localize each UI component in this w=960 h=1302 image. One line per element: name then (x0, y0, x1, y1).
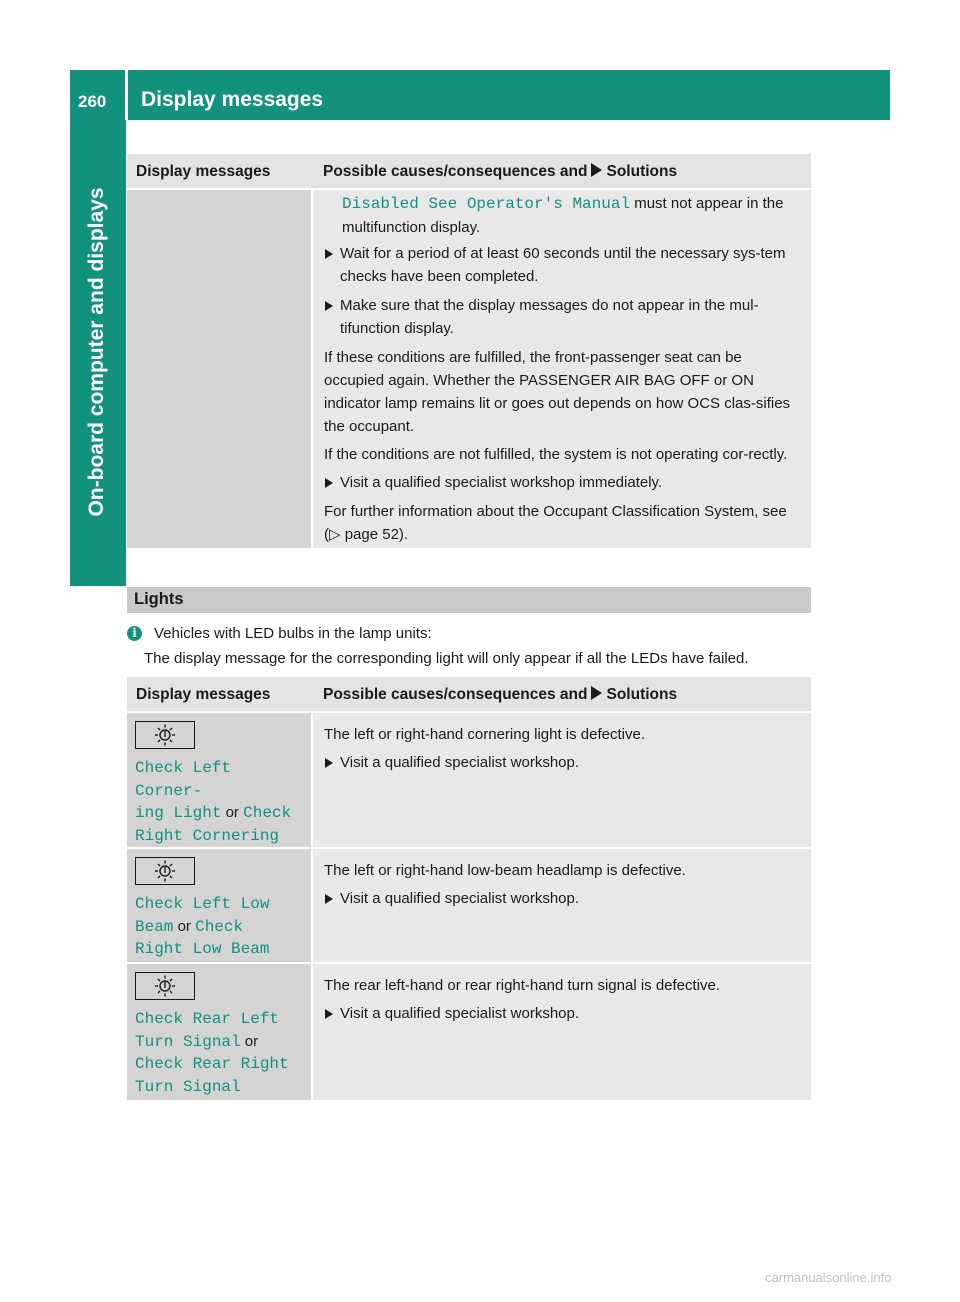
step-check-display: Make sure that the display messages do not appear in the mul-tifunction display. (324, 294, 803, 340)
message-code: ing Light (135, 804, 222, 822)
col-causes-solutions (313, 154, 811, 188)
table-header (127, 154, 811, 190)
message-code: Beam (135, 917, 174, 936)
side-tab-label: On-board computer and displays (85, 187, 108, 517)
or-label: or (177, 917, 191, 935)
table-row (127, 849, 811, 964)
arrow-icon (591, 163, 602, 177)
message-cell (127, 849, 313, 962)
col-causes-label: Possible causes/consequences and (323, 163, 588, 180)
info-line-1: Vehicles with LED bulbs in the lamp units: (154, 625, 432, 642)
col-causes-label: Possible causes/consequences and (323, 686, 588, 703)
col-solutions-label: Solutions (606, 163, 678, 180)
para-further-info[interactable]: For further information about the Occupant Classification System, see (▷ page 52). (324, 503, 787, 543)
message-code: Check (195, 917, 244, 936)
message-code: Turn Signal (135, 1032, 241, 1051)
display-message (135, 893, 305, 961)
solution-cell (313, 964, 811, 1100)
message-code: Check Rear Right (135, 1055, 289, 1073)
col-display-messages: Display messages (136, 686, 271, 703)
step-wait: Wait for a period of at least 60 seconds until the necessary sys-tem checks have been completed. (324, 242, 803, 288)
step-visit-workshop: Visit a qualified specialist workshop immediately. (324, 471, 803, 494)
step-visit-workshop: Visit a qualified specialist workshop. (324, 751, 803, 774)
step-visit-workshop: Visit a qualified specialist workshop. (324, 887, 803, 910)
step-visit-workshop: Visit a qualified specialist workshop. (324, 1002, 803, 1025)
page-number: 260 (78, 92, 107, 111)
message-cell (127, 190, 313, 548)
solution-cell (313, 849, 811, 962)
table-display-messages-2 (127, 677, 811, 1102)
cause-text: The left or right-hand low-beam headlamp is defective. (324, 862, 686, 879)
table-row (127, 713, 811, 849)
message-code: Right Cornering (135, 826, 280, 845)
cause-text: The left or right-hand cornering light is defective. (324, 726, 645, 743)
message-code: Check Left Corner‐ (135, 759, 232, 800)
message-code: Turn Signal (135, 1077, 241, 1096)
solution-cell (313, 190, 811, 548)
message-cell (127, 713, 313, 847)
or-label: or (225, 804, 239, 821)
table-row (127, 964, 811, 1102)
col-causes-solutions (313, 677, 811, 711)
col-display-messages: Display messages (136, 163, 271, 180)
table-header (127, 677, 811, 713)
message-code: Check Left Low (135, 895, 270, 913)
display-message (135, 1008, 305, 1098)
bulb-warning-icon (135, 972, 195, 1000)
cause-text: The rear left-hand or rear right-hand turn signal is defective. (324, 977, 721, 994)
message-cell (127, 964, 313, 1100)
message-code: Check Rear Left (135, 1010, 280, 1028)
lights-title: Lights (134, 590, 184, 608)
or-label: or (244, 1032, 259, 1050)
section-title: Display messages (141, 88, 324, 111)
continued-tail: must not appear in the multifunction display. (342, 195, 784, 236)
message-code: Check (243, 804, 292, 822)
footer-watermark: carmanualsonline.info (765, 1270, 892, 1285)
solution-cell (313, 713, 811, 847)
para-conditions-not-fulfilled: If the conditions are not fulfilled, the system is not operating cor-rectly. (324, 446, 788, 463)
header-divider (125, 70, 128, 120)
continued-text (324, 192, 803, 239)
table-display-messages-1 (127, 154, 811, 550)
info-line-2: The display message for the corresponding light will only appear if all the LEDs have failed. (144, 650, 749, 667)
bulb-warning-icon (135, 721, 195, 749)
lights-heading-bar (127, 587, 811, 613)
arrow-icon (591, 686, 602, 700)
table-row (127, 190, 811, 550)
para-conditions-fulfilled: If these conditions are fulfilled, the front-passenger seat can be occupied again. Whether the PASSENGER AIR BAG OFF or ON indicator lamp remains lit or goes out depends on how OCS clas-sifies the occupant. (324, 349, 791, 435)
info-icon: i (127, 626, 142, 641)
col-solutions-label: Solutions (606, 686, 678, 703)
bulb-warning-icon (135, 857, 195, 885)
message-code: Right Low Beam (135, 940, 270, 958)
message-code: Disabled See Operator's Manual (342, 195, 631, 213)
